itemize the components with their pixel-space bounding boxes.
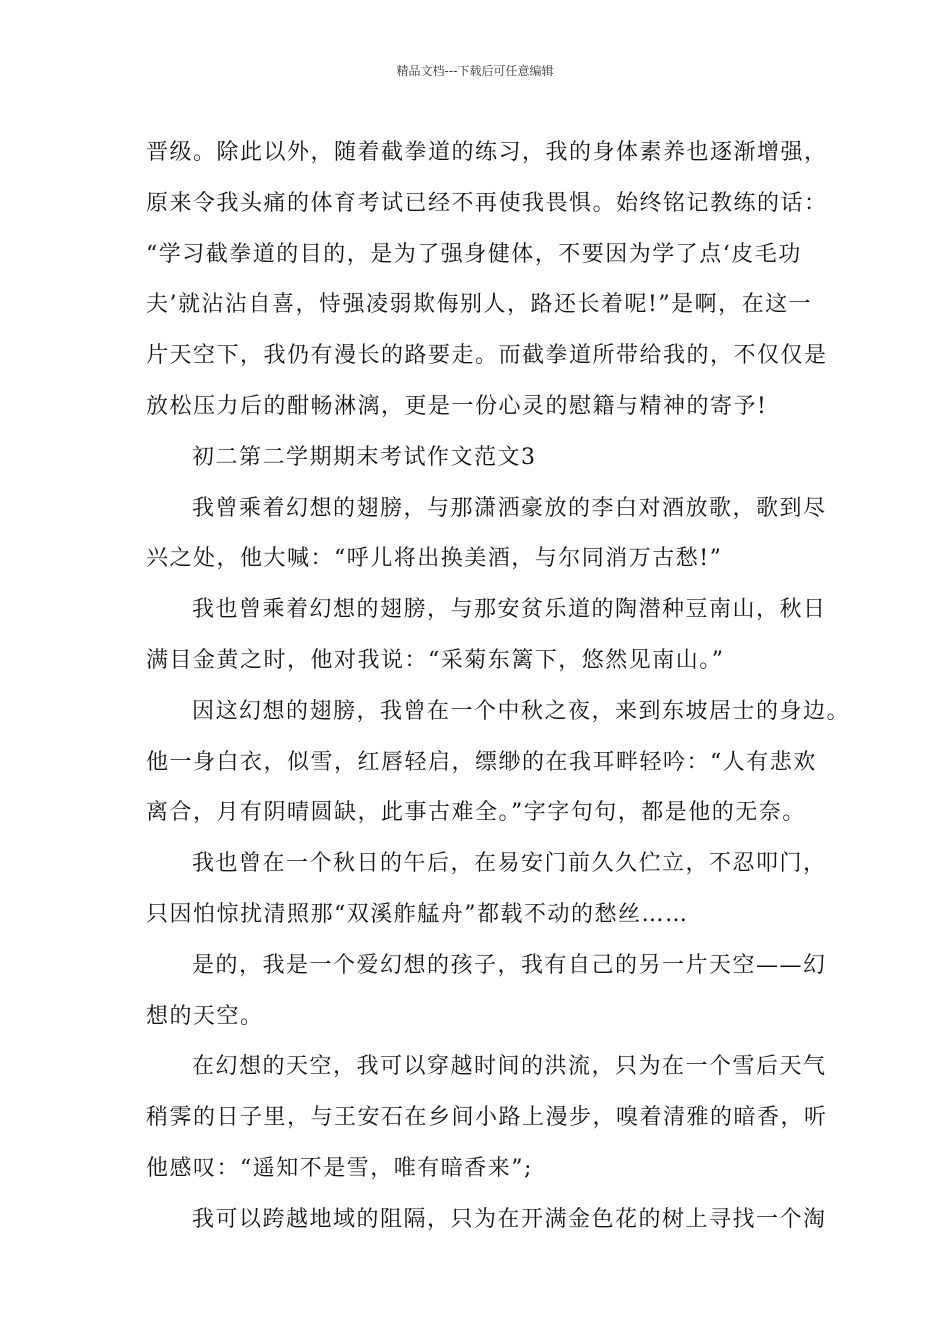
text-line: 夫’就沾沾自喜，恃强凌弱欺侮别人，路还长着呢!”是啊，在这一	[146, 292, 813, 318]
text-line: 是的，我是一个爱幻想的孩子，我有自己的另一片天空——幻	[192, 952, 827, 978]
text-line: 他一身白衣，似雪，红唇轻启，缥缈的在我耳畔轻吟：“人有悲欢	[146, 749, 817, 775]
text-line: 想的天空。	[146, 1003, 264, 1029]
document-body	[146, 128, 851, 1246]
text-line: 我可以跨越地域的阻隔，只为在开满金色花的树上寻找一个淘	[192, 1206, 827, 1232]
text-line: 满目金黄之时，他对我说：“采菊东篱下，悠然见南山。”	[146, 647, 725, 673]
text-line: 兴之处，他大喊：“呼儿将出换美酒，与尔同消万古愁!”	[146, 546, 723, 572]
text-line: 原来令我头痛的体育考试已经不再使我畏惧。始终铭记教练的话：	[146, 190, 828, 216]
text-line: 只因怕惊扰清照那“双溪舴艋舟”都载不动的愁丝……	[146, 901, 689, 927]
text-line: 他感叹：“遥知不是雪，唯有暗香来”;	[146, 1155, 533, 1181]
text-line: 我曾乘着幻想的翅膀，与那潇洒豪放的李白对酒放歌，歌到尽	[192, 495, 827, 521]
text-line: 晋级。除此以外，随着截拳道的练习，我的身体素养也逐渐增强，	[146, 140, 828, 165]
text-line: 离合，月有阴晴圆缺，此事古难全。”字字句句，都是他的无奈。	[146, 800, 806, 826]
text-line: 我也曾在一个秋日的午后，在易安门前久久伫立，不忍叩门，	[192, 851, 827, 877]
text-line: 放松压力后的酣畅淋漓，更是一份心灵的慰籍与精神的寄予!	[146, 393, 768, 419]
text-line: “学习截拳道的目的，是为了强身健体，不要因为学了点‘皮毛功	[146, 241, 802, 267]
text-line: 稍霁的日子里，与王安石在乡间小路上漫步，嗅着清雅的暗香，听	[146, 1105, 828, 1131]
page-header: 精品文档---下载后可任意编辑	[396, 64, 554, 78]
text-line: 在幻想的天空，我可以穿越时间的洪流，只为在一个雪后天气	[192, 1054, 827, 1080]
text-line: 片天空下，我仍有漫长的路要走。而截拳道所带给我的，不仅仅是	[146, 343, 828, 369]
section-heading: 初二第二学期期末考试作文范文3	[192, 444, 537, 470]
text-line: 我也曾乘着幻想的翅膀，与那安贫乐道的陶潜种豆南山，秋日	[192, 597, 827, 623]
text-line: 因这幻想的翅膀，我曾在一个中秋之夜，来到东坡居士的身边。	[192, 698, 851, 724]
